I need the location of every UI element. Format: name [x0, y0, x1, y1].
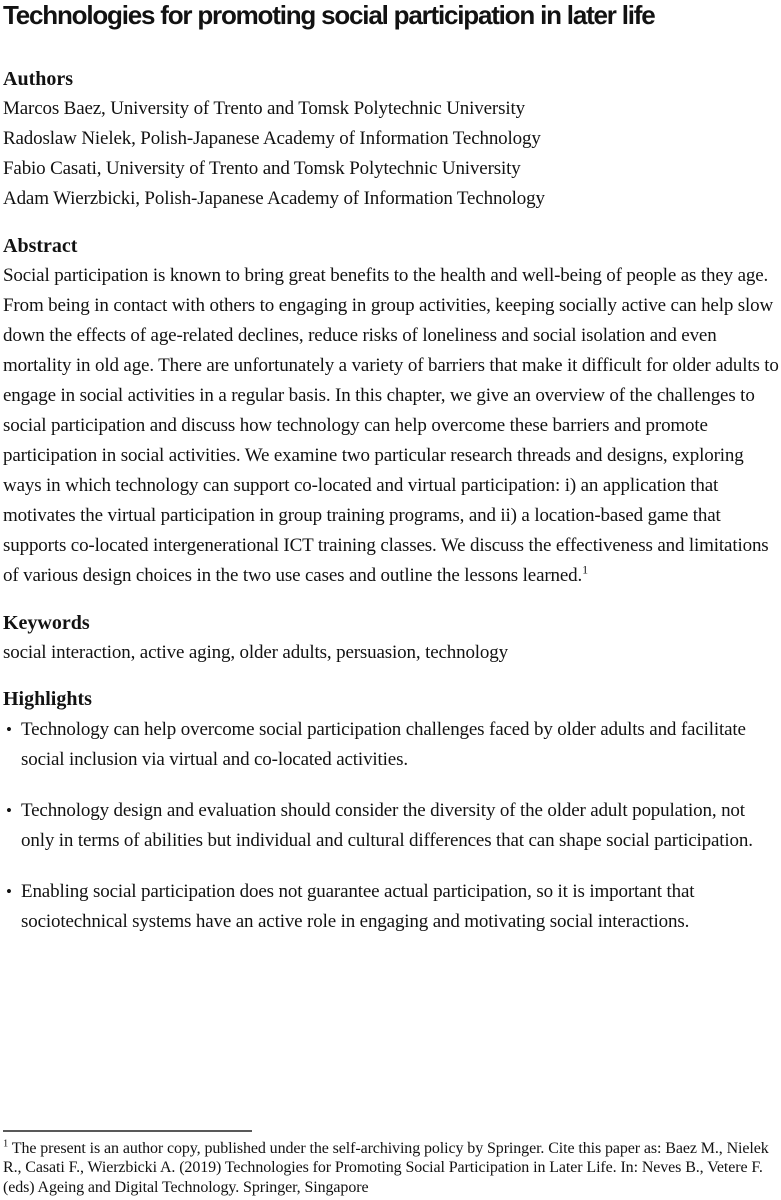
- highlight-text: Enabling social participation does not guarantee actual participation, so it is important that sociotechnical systems have an active role in engaging and motivating social interactions.: [21, 881, 695, 932]
- footnote-separator: [3, 1130, 252, 1132]
- authors-section: [3, 64, 779, 214]
- author-line: Marcos Baez, University of Trento and Tomsk Polytechnic University: [3, 98, 525, 119]
- highlight-bullet: [3, 715, 779, 775]
- keywords-heading: Keywords: [3, 612, 90, 634]
- bullet-icon: •: [6, 720, 12, 739]
- bullet-icon: •: [6, 801, 12, 820]
- abstract-heading: Abstract: [3, 235, 78, 257]
- highlight-bullet: [3, 796, 779, 856]
- footnote: [3, 1130, 779, 1198]
- footnote-text-block: [3, 1139, 779, 1198]
- abstract-section: [3, 231, 779, 591]
- authors-heading: Authors: [3, 68, 74, 90]
- highlights-list: [3, 715, 779, 937]
- author-line: Fabio Casati, University of Trento and Tomsk Polytechnic University: [3, 158, 521, 179]
- highlight-bullet: [3, 877, 779, 937]
- author-line: Adam Wierzbicki, Polish-Japanese Academy of Information Technology: [3, 188, 545, 209]
- footnote-reference: 1: [582, 562, 588, 577]
- abstract-paragraph: [3, 261, 779, 591]
- highlight-text: Technology can help overcome social participation challenges faced by older adults and facilitate social inclusion via virtual and co-located activities.: [21, 719, 746, 770]
- page-title: Technologies for promoting social participation in later life: [3, 0, 655, 30]
- highlight-text: Technology design and evaluation should consider the diversity of the older adult population, not only in terms of abilities but individual and cultural differences that can shape social participation.: [21, 800, 753, 851]
- keywords-text: social interaction, active aging, older adults, persuasion, technology: [3, 642, 508, 663]
- abstract-text: Social participation is known to bring great benefits to the health and well-being of people as they age. From being in contact with others to engaging in group activities, keeping socially active can help slow down the effects of age-related declines, reduce risks of loneliness and social isolation and even mortality in old age. There are unfortunately a variety of barriers that make it difficult for older adults to engage in social activities in a regular basis. In this chapter, we give an overview of the challenges to social participation and discuss how technology can help overcome these barriers and promote participation in social activities. We examine two particular research threads and designs, exploring ways in which technology can support co-located and virtual participation: i) an application that motivates the virtual participation in group training programs, and ii) a location-based game that supports co-located intergenerational ICT training classes. We discuss the effectiveness and limitations of various design choices in the two use cases and outline the lessons learned.: [3, 265, 779, 586]
- footnote-marker: 1: [3, 1138, 9, 1150]
- highlights-heading: Highlights: [3, 688, 92, 710]
- bullet-icon: •: [6, 882, 12, 901]
- highlights-section: [3, 684, 779, 937]
- keywords-section: [3, 608, 779, 668]
- footnote-text: The present is an author copy, published under the self-archiving policy by Springer. Cite this paper as: Baez M., Nielek R., Casati F., Wierzbicki A. (2019) Technologies for Promoting Social Participation in Later Life. In: Neves B., Vetere F. (eds) Ageing and Digital Technology. Springer, Singapore: [3, 1139, 769, 1196]
- author-line: Radoslaw Nielek, Polish-Japanese Academy of Information Technology: [3, 128, 541, 149]
